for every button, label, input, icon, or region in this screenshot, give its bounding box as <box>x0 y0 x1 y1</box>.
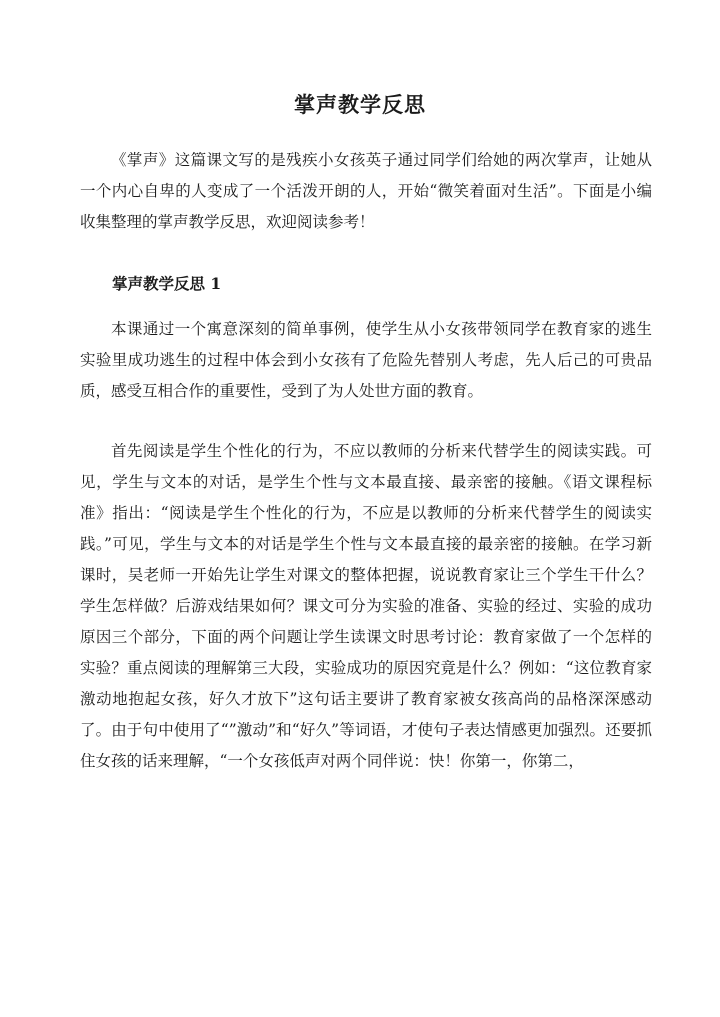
intro-paragraph: 《掌声》这篇课文写的是残疾小女孩英子通过同学们给她的两次掌声，让她从一个内心自卑的人变成了一个活泼开朗的人，开始“微笑着面对生活”。下面是小编收集整理的掌声教学反思，欢迎阅读参考！ <box>80 151 652 231</box>
body-paragraph-1: 本课通过一个寓意深刻的简单事例，使学生从小女孩带领同学在教育家的逃生实验里成功逃生的过程中体会到小女孩有了危险先替别人考虑，先人后己的可贵品质，感受互相合作的重要性，受到了为人处世方面的教育。 <box>80 320 652 400</box>
body-paragraph-2: 首先阅读是学生个性化的行为，不应以教师的分析来代替学生的阅读实践。可见，学生与文本的对话，是学生个性与文本最直接、最亲密的接触。《语文课程标准》指出：“阅读是学生个性化的行为，不应是以教师的分析来代替学生的阅读实践。”可见，学生与文本的对话是学生个性与文本最直接的最亲密的接触。在学习新课时，吴老师一开始先让学生对课文的整体把握，说说教育家让三个学生干什么？学生怎样做？后游戏结果如何？课文可分为实验的准备、实验的经过、实验的成功原因三个部分，下面的两个问题让学生读课文时思考讨论：教育家做了一个怎样的实验？重点阅读的理解第三大段，实验成功的原因究竟是什么？例如：“这位教育家激动地抱起女孩，好久才放下”这句话主要讲了教育家被女孩高尚的品格深深感动了。由于句中使用了“”激动”和“好久”等词语，才使句子表达情感更加强烈。还要抓住女孩的话来理解，“一个女孩低声对两个同伴说：快！你第一，你第二， <box>80 442 652 770</box>
section-heading: 掌声教学反思 1 <box>112 274 222 293</box>
document-title: 掌声教学反思 <box>294 92 426 117</box>
